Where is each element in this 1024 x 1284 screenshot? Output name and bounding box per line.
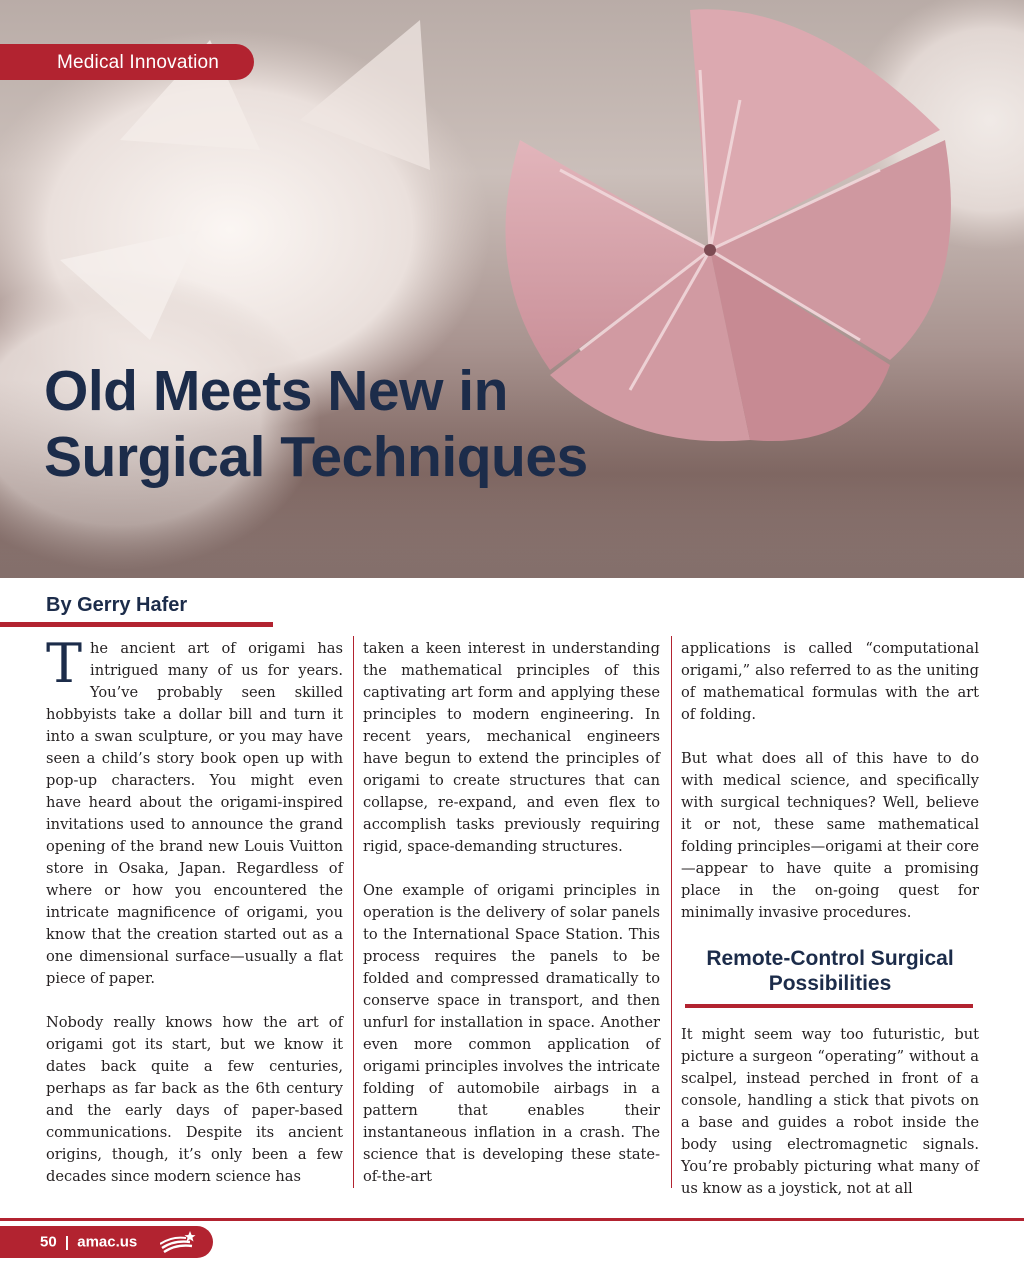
section-subheading [681, 946, 979, 996]
page-number: 50 [40, 1233, 57, 1251]
column-divider [353, 636, 354, 1188]
footer-rule [0, 1218, 1024, 1221]
byline: By Gerry Hafer [46, 594, 188, 616]
subheading-line-2: Possibilities [768, 972, 892, 995]
paragraph-text: he ancient art of origami has intrigued many of us for years. You’ve probably seen skilled hobbyists take a dollar bill and turn it into a swan sculpture, or you may have seen a child’s story book open up with pop-up characters. You might even have heard about the origami-inspired invitations used to announce the grand opening of the brand new Louis Vuitton store in Osaka, Japan. Regardless of where or how you encountered the intricate magnificence of origami, you know that the creation started out as a one dimensional surface—usually a flat piece of paper. [46, 640, 343, 987]
amac-flag-star-icon [160, 1230, 196, 1254]
article-column-2 [363, 638, 660, 1188]
headline-line-2: Surgical Techniques [44, 425, 588, 489]
paragraph: One example of origami principles in operation is the delivery of solar panels to the International Space Station. This process requires the panels to be folded and compressed dramatically to conserve space in transport, and then unfurl for installation in space. Another even more common application of origami principles involves the intricate folding of automobile airbags in a pattern that enables their instantaneous inflation in a crash. The science that is developing these state-of-the-art [363, 882, 660, 1185]
article-headline [44, 358, 744, 490]
hero-image [0, 0, 1024, 578]
paragraph: Nobody really knows how the art of origami got its start, but we know it dates back quite a few centuries, perhaps as far back as the 6th century and the early days of paper-based communications. Despite its ancient origins, though, it’s only been a few decades since modern science has [46, 1014, 343, 1185]
paragraph: But what does all of this have to do with medical science, and specifically with surgical techniques? Well, believe it or not, these same mathematical folding principles—origami at their core—appear to have quite a promising place in the on-going quest for minimally invasive procedures. [681, 750, 979, 921]
subheading-underline [685, 1004, 973, 1008]
footer-site-link[interactable]: amac.us [77, 1233, 138, 1251]
subheading-line-1: Remote-Control Surgical [706, 947, 954, 970]
footer-separator: | [64, 1233, 70, 1251]
column-divider [671, 636, 672, 1188]
article-column-1 [46, 632, 343, 1188]
article-column-3 [681, 638, 979, 1200]
paragraph: applications is called “computational origami,” also referred to as the uniting of mathematical formulas with the art of folding. [681, 640, 979, 723]
paragraph [46, 632, 343, 990]
paragraph: It might seem way too futuristic, but picture a surgeon “operating” without a scalpel, instead perched in front of a console, handling a stick that pivots on a base and guides a robot inside the body using electromagnetic signals. You’re probably picturing what many of us know as a joystick, not at all [681, 1026, 979, 1197]
drop-cap: T [46, 632, 83, 695]
paragraph: taken a keen interest in understanding the mathematical principles of this captivating art form and applying these principles to modern engineering. In recent years, mechanical engineers have begun to extend the principles of origami to create structures that can collapse, re-expand, and even flex to accomplish tasks previously requiring rigid, space-demanding structures. [363, 640, 660, 855]
origami-flower-photo [0, 0, 1024, 578]
byline-underline [0, 622, 273, 627]
section-tag: Medical Innovation [0, 44, 254, 80]
page-footer [0, 1226, 213, 1258]
headline-line-1: Old Meets New in [44, 359, 508, 423]
